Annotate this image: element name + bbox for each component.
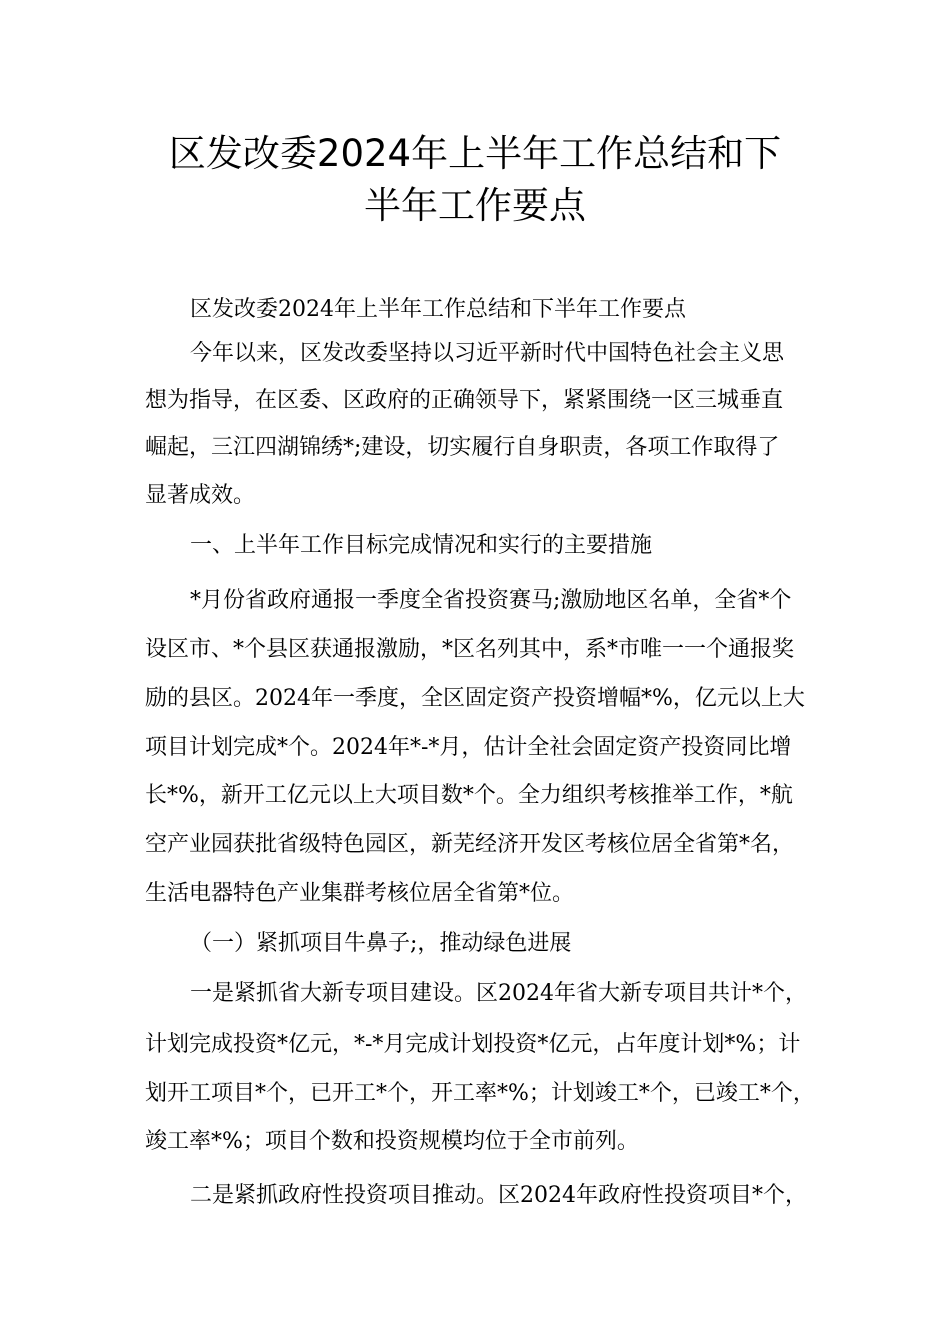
paragraph-line: 想为指导，在区委、区政府的正确领导下，紧紧围绕一区三城垂直 (145, 388, 784, 413)
paragraph-line: 生活电器特色产业集群考核位居全省第*位。 (145, 881, 575, 906)
paragraph-line: *月份省政府通报一季度全省投资赛马;激励地区名单，全省*个 (190, 588, 792, 613)
subsection-heading: （一）紧抓项目牛鼻子;，推动绿色进展 (190, 931, 572, 956)
paragraph-line: 项目计划完成*个。2024年*-*月，估计全社会固定资产投资同比增 (145, 735, 792, 760)
subtitle-line: 区发改委2024年上半年工作总结和下半年工作要点 (190, 297, 686, 322)
paragraph-line: 设区市、*个县区获通报激励，*区名列其中，系*市唯一一个通报奖 (145, 637, 795, 662)
paragraph-line: 二是紧抓政府性投资项目推动。区2024年政府性投资项目*个， (190, 1183, 807, 1208)
paragraph-line: 今年以来，区发改委坚持以习近平新时代中国特色社会主义思 (190, 341, 785, 366)
section-heading: 一、上半年工作目标完成情况和实行的主要措施 (190, 533, 653, 558)
paragraph-line: 长*%，新开工亿元以上大项目数*个。全力组织考核推举工作，*航 (145, 783, 793, 808)
paragraph-line: 显著成效。 (145, 483, 256, 508)
paragraph-line: 崛起，三江四湖锦绣*;建设，切实履行自身职责，各项工作取得了 (145, 435, 780, 460)
paragraph-line: 划开工项目*个，已开工*个，开工率*%；计划竣工*个，已竣工*个， (145, 1081, 815, 1106)
paragraph-line: 励的县区。2024年一季度，全区固定资产投资增幅*%，亿元以上大 (145, 686, 805, 711)
document-title-line-1: 区发改委2024年上半年工作总结和下 (168, 132, 782, 175)
paragraph-line: 空产业园获批省级特色园区，新芜经济开发区考核位居全省第*名， (145, 832, 795, 857)
paragraph-line: 竣工率*%；项目个数和投资规模均位于全市前列。 (145, 1129, 639, 1154)
paragraph-line: 一是紧抓省大新专项目建设。区2024年省大新专项目共计*个， (190, 981, 807, 1006)
paragraph-line: 计划完成投资*亿元，*-*月完成计划投资*亿元，占年度计划*%；计 (145, 1032, 801, 1057)
document-title-line-2: 半年工作要点 (364, 184, 586, 227)
